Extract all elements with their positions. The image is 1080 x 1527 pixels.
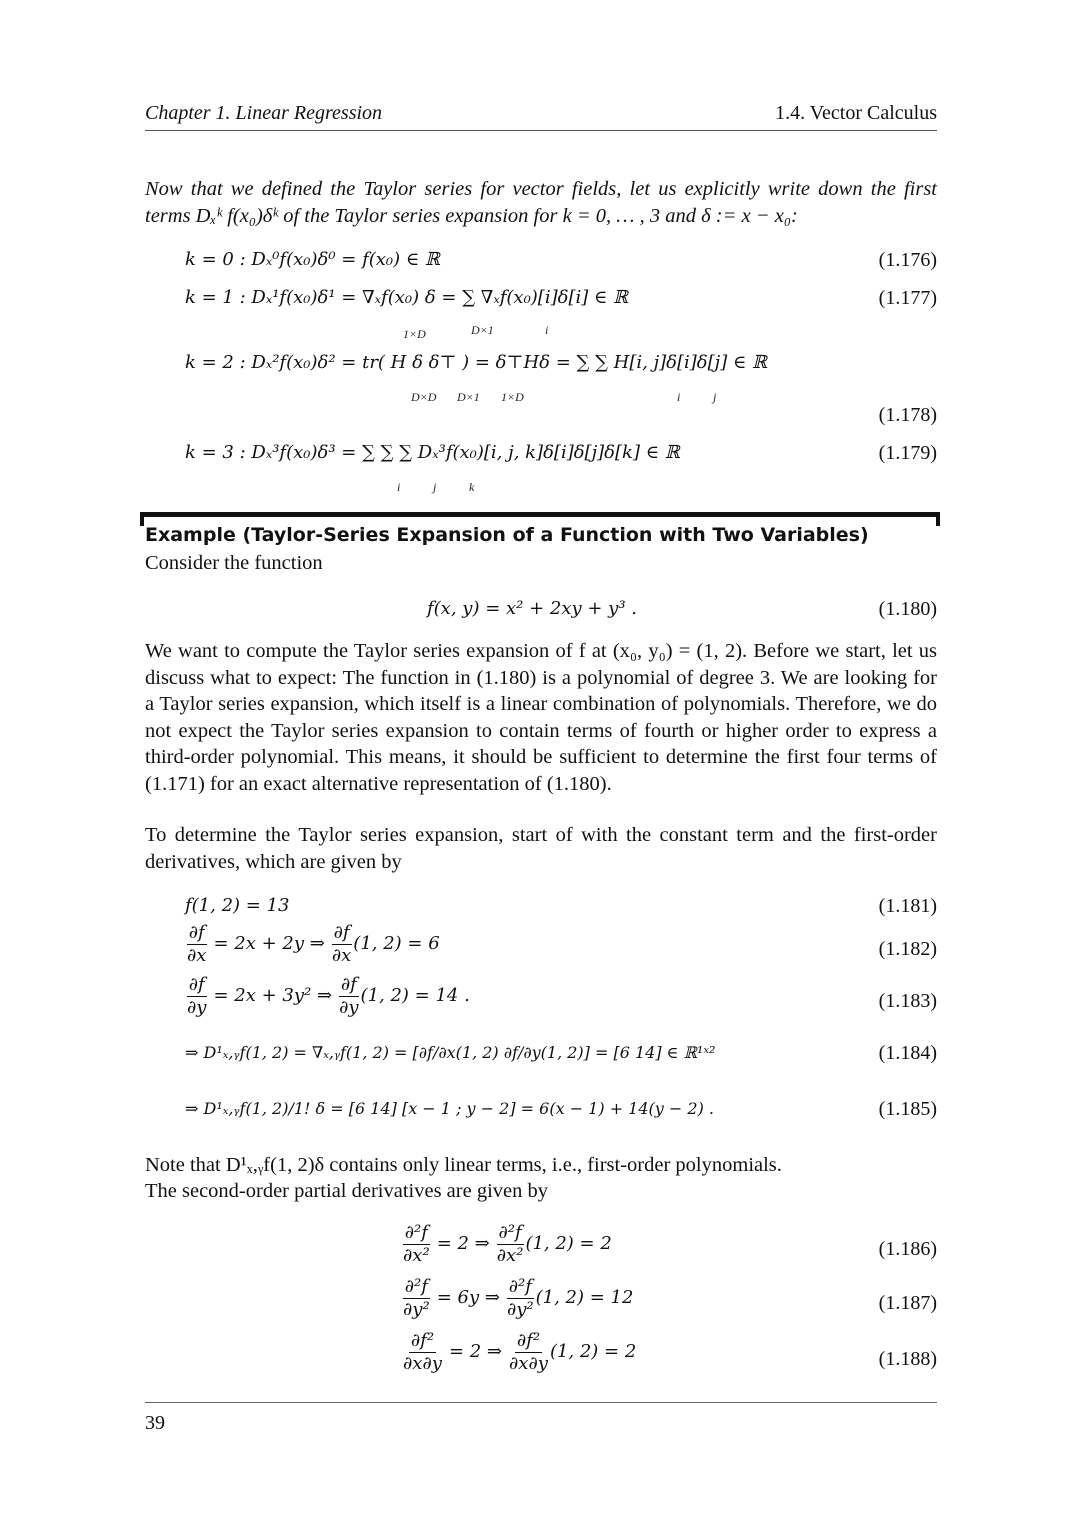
equation-number: (1.177)	[878, 287, 937, 309]
footer-rule	[145, 1402, 937, 1403]
equation-number: (1.182)	[878, 938, 937, 960]
example-paragraph-1: We want to compute the Taylor series expansion of f at (x₀, y₀) = (1, 2). Before we start, let us discuss what to expect: The function in (1.180) is a polynomial of degree 3. We are looking for a Taylor series expansion, which itself is a linear combination of polynomials. Therefore, we do not expect the Taylor series expansion to contain terms of fourth or higher order to express a third-order polynomial. This means, it should be sufficient to determine the first four terms of (1.171) for an exact alternative representation of (1.180).	[145, 640, 937, 795]
fraction-denominator: ∂x	[187, 945, 207, 966]
equation-tail: (1, 2) = 6	[353, 933, 440, 955]
equation-body: f(x, y) = x² + 2xy + y³ .	[427, 598, 638, 619]
fraction-numerator: ∂f	[188, 922, 205, 943]
underbrace-label: D×1	[457, 390, 480, 404]
example-paragraph-2: To determine the Taylor series expansion, start of with the constant term and the first-order derivatives, which are given by	[145, 824, 937, 873]
equation-body: ⇒ D¹ₓ,ᵧf(1, 2)/1! δ = [6 14] [x − 1 ; y − 2] = 6(x − 1) + 14(y − 2) .	[185, 1099, 714, 1118]
underbrace-label: D×D	[411, 390, 437, 404]
equation-body: k = 1 : Dₓ¹f(x₀)δ¹ = ∇ₓf(x₀) δ = ∑ ∇ₓf(x₀)[i]δ[i] ∈ ℝ	[185, 287, 628, 308]
equation-number: (1.181)	[878, 895, 937, 917]
equation-middle: = 6y ⇒	[436, 1287, 500, 1309]
sum-index: i	[397, 480, 401, 494]
fraction-numerator: ∂f	[188, 974, 205, 995]
fraction-denominator: ∂x	[331, 945, 352, 966]
fraction-denominator: ∂x∂y	[509, 1353, 548, 1374]
section-title: 1.4. Vector Calculus	[775, 102, 937, 124]
equation-1178	[185, 350, 937, 406]
example-title: Example (Taylor-Series Expansion of a Function with Two Variables)	[145, 524, 869, 546]
sum-index: j	[433, 480, 437, 494]
fraction-numerator: ∂f²	[410, 1330, 435, 1351]
fraction-denominator: ∂y	[187, 997, 207, 1018]
underbrace-label: 1×D	[501, 390, 524, 404]
fraction-numerator: ∂f	[333, 922, 350, 943]
equation-middle: = 2 ⇒	[448, 1341, 502, 1363]
equation-number: (1.183)	[878, 990, 937, 1012]
equation-number: (1.180)	[878, 598, 937, 620]
fraction-denominator: ∂y²	[403, 1299, 430, 1320]
fraction-numerator: ∂²f	[498, 1222, 522, 1243]
equation-1188	[145, 1330, 937, 1384]
running-head	[145, 100, 937, 131]
equation-1183	[185, 974, 937, 1024]
sum-index: i	[545, 323, 549, 337]
equation-body: f(1, 2) = 13	[185, 895, 290, 916]
fraction-numerator: ∂f²	[516, 1330, 541, 1351]
equation-number: (1.187)	[878, 1292, 937, 1314]
fraction-numerator: ∂²f	[404, 1222, 428, 1243]
sum-index: j	[713, 390, 717, 404]
equation-body: k = 0 : Dₓ⁰f(x₀)δ⁰ = f(x₀) ∈ ℝ	[185, 249, 440, 270]
document-page	[145, 0, 937, 1527]
chapter-title: Chapter 1. Linear Regression	[145, 102, 383, 124]
fraction-denominator: ∂x²	[403, 1245, 430, 1266]
equation-tail: (1, 2) = 2	[549, 1341, 637, 1363]
equation-body: ⇒ D¹ₓ,ᵧf(1, 2) = ∇ₓ,ᵧf(1, 2) = [∂f/∂x(1, 2) ∂f/∂y(1, 2)] = [6 14] ∈ ℝ¹ˣ²	[185, 1043, 716, 1062]
equation-1186	[145, 1222, 937, 1272]
fraction-denominator: ∂y²	[506, 1299, 534, 1320]
equation-tail: (1, 2) = 2	[525, 1233, 612, 1255]
fraction-denominator: ∂x∂y	[403, 1353, 442, 1374]
equation-middle: = 2x + 2y ⇒	[213, 933, 325, 955]
equation-1177	[185, 285, 937, 341]
fraction-denominator: ∂x²	[496, 1245, 524, 1266]
fraction-numerator: ∂²f	[508, 1276, 532, 1297]
underbrace-label: 1×D	[403, 327, 426, 341]
equation-middle: = 2 ⇒	[436, 1233, 490, 1255]
fraction-denominator: ∂y	[339, 997, 359, 1018]
example-paragraph-4: The second-order partial derivatives are given by	[145, 1180, 548, 1202]
equation-middle: = 2x + 3y² ⇒	[213, 985, 333, 1007]
fraction-numerator: ∂f	[340, 974, 357, 995]
equation-number: (1.176)	[878, 249, 937, 271]
equation-number: (1.185)	[878, 1098, 937, 1120]
sum-index: i	[677, 390, 681, 404]
equation-1182	[185, 922, 937, 972]
equation-tail: (1, 2) = 12	[535, 1287, 634, 1309]
equation-number: (1.184)	[878, 1042, 937, 1064]
equation-body: k = 3 : Dₓ³f(x₀)δ³ = ∑ ∑ ∑ Dₓ³f(x₀)[i, j, k]δ[i]δ[j]δ[k] ∈ ℝ	[185, 442, 680, 463]
sum-index: k	[469, 480, 475, 494]
example-paragraph-3: Note that D¹ₓ,ᵧf(1, 2)δ contains only linear terms, i.e., first-order polynomials.	[145, 1154, 782, 1176]
underbrace-label: D×1	[471, 323, 494, 337]
equation-number: (1.186)	[878, 1238, 937, 1260]
equation-number: (1.179)	[878, 442, 937, 464]
example-lead: Consider the function	[145, 552, 323, 574]
fraction-numerator: ∂²f	[404, 1276, 428, 1297]
page-number: 39	[145, 1412, 165, 1434]
equation-1187	[145, 1276, 937, 1326]
equation-body: k = 2 : Dₓ²f(x₀)δ² = tr( H δ δ⊤ ) = δ⊤Hδ = ∑ ∑ H[i, j]δ[i]δ[j] ∈ ℝ	[185, 352, 767, 373]
equation-number: (1.188)	[878, 1348, 937, 1370]
example-top-rule	[140, 512, 940, 517]
intro-paragraph: Now that we defined the Taylor series for vector fields, let us explicitly write down the first terms Dₓᵏ f(x₀)δᵏ of the Taylor series expansion for k = 0, … , 3 and δ := x − x₀:	[145, 178, 937, 227]
equation-1179	[185, 440, 937, 494]
equation-tail: (1, 2) = 14 .	[360, 985, 470, 1007]
equation-number: (1.178)	[878, 404, 937, 426]
